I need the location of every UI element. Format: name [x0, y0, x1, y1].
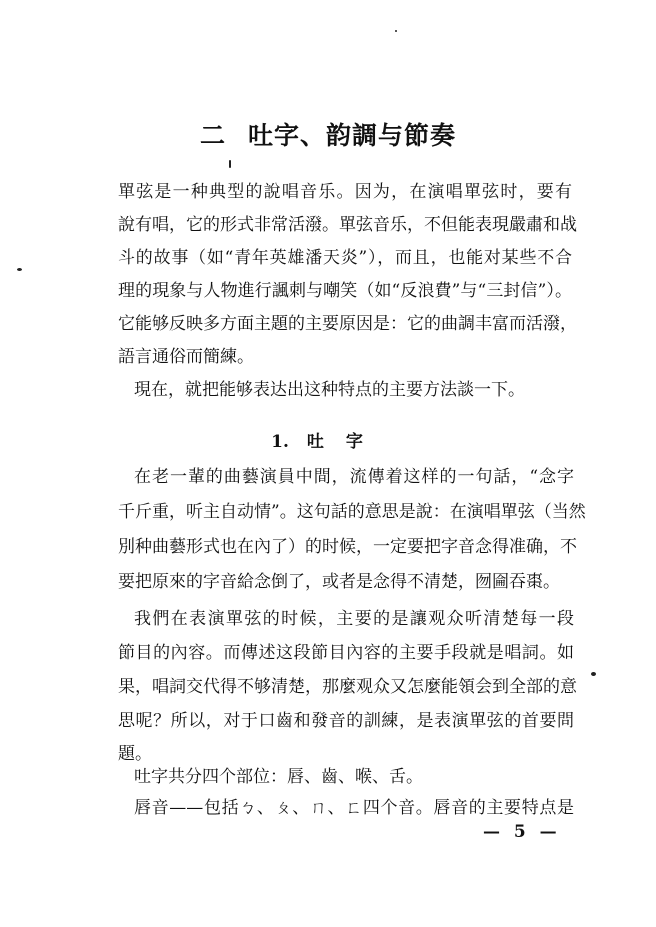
section-title	[0, 427, 656, 452]
paragraph-line: 果，唱詞交代得不够清楚，那麼观众又怎麼能領会到全部的意	[118, 677, 577, 697]
paragraph-line: 斗的故事（如“青年英雄潘天炎”），而且，也能对某些不合	[118, 248, 572, 268]
paragraph-line: 要把原來的字音給念倒了，或者是念得不清楚，囫圇吞棗。	[118, 572, 560, 592]
paragraph-line: 唇音——包括ㄅ、ㄆ、ㄇ、ㄈ四个音。唇音的主要特点是	[134, 798, 574, 818]
paragraph-line: 節目的內容。而傳述这段節目內容的主要手段就是唱詞。如	[118, 643, 574, 663]
paragraph-line: 現在，就把能够表达出这种特点的主要方法談一下。	[134, 380, 525, 400]
scan-speck	[17, 268, 22, 271]
paragraph-line: 吐字共分四个部位：唇、齒、喉、舌。	[134, 767, 423, 787]
chapter-title-text: 吐字、韵調与節奏	[248, 121, 457, 150]
paragraph-line: 語言通俗而簡練。	[118, 347, 254, 367]
paragraph-line: 它能够反映多方面主題的主要原因是：它的曲調丰富而活潑，	[118, 314, 577, 334]
chapter-number: 二	[199, 121, 226, 150]
paragraph-line: 說有唱，它的形式非常活潑。單弦音乐，不但能表現嚴肅和战	[118, 215, 577, 235]
paragraph-line: 在老一輩的曲藝演員中間，流傳着这样的一句話，“念字	[134, 467, 574, 487]
scan-speck	[229, 160, 231, 168]
section-title-text: 吐字	[306, 432, 385, 452]
paragraph-line: 理的現象与人物進行諷刺与嘲笑（如“反浪費”与“三封信”）。	[118, 281, 572, 301]
section-number: 1.	[271, 432, 289, 452]
paragraph-line: 單弦是一种典型的說唱音乐。因为，在演唱單弦时，要有	[118, 182, 572, 202]
paragraph-line: 我們在表演單弦的时候，主要的是讓观众听清楚每一段	[134, 609, 574, 629]
scan-speck	[395, 30, 397, 32]
chapter-title	[0, 116, 656, 152]
paragraph-line: 千斤重，听主自动情”。这句話的意思是說：在演唱單弦（当然	[118, 502, 586, 522]
scan-speck	[591, 672, 596, 676]
paragraph-line: 題。	[118, 744, 152, 764]
paragraph-line: 別种曲藝形式也在內了）的时候，一定要把字音念得准确，不	[118, 537, 577, 557]
paragraph-line: 思呢？所以，对于口齒和發音的訓練，是表演單弦的首要問	[118, 711, 574, 731]
page-number: — 5 —	[483, 822, 561, 842]
